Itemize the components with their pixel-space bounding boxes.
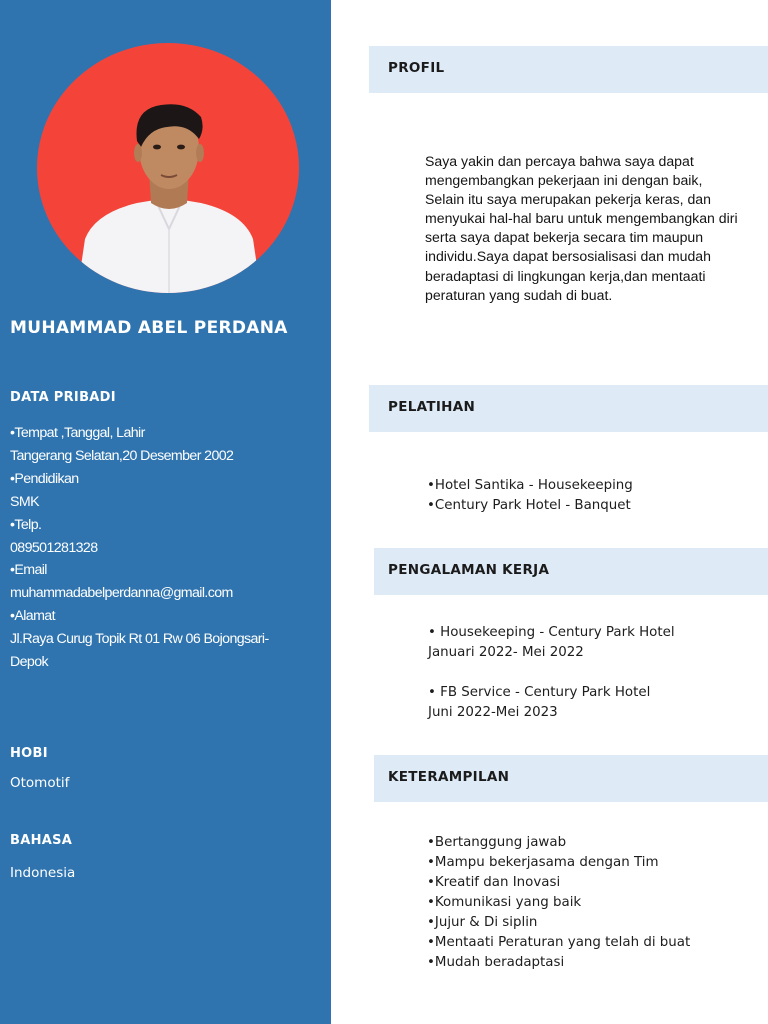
experience-period: Juni 2022-Mei 2023 xyxy=(428,705,558,720)
experience-entry xyxy=(428,623,675,663)
skills-section-header xyxy=(374,755,768,802)
profile-summary: Saya yakin dan percaya bahwa saya dapat mengembangkan pekerjaan ini dengan baik, Selain itu saya merupakan pekerja keras, dan menyukai hal-hal baru untuk mengembangkan diri serta saya dapat bekerja secara tim maupun individu.Saya dapat bersosialisasi dan mudah beradaptasi di lingkungan kerja,dan mentaati peraturan yang sudah di buat. xyxy=(425,153,738,303)
personal-data-list xyxy=(10,422,325,674)
personal-data-line: Jl.Raya Curug Topik Rt 01 Rw 06 Bojongsari- xyxy=(10,631,269,648)
email-address[interactable]: muhammadabelperdanna@gmail.com xyxy=(10,585,233,602)
experience-role: • FB Service - Century Park Hotel xyxy=(428,685,651,700)
hobby-heading: HOBI xyxy=(10,746,48,761)
training-list xyxy=(427,476,633,516)
personal-data-line: •Telp. xyxy=(10,516,42,533)
experience-list xyxy=(428,623,675,743)
personal-data-line: •Tempat ,Tanggal, Lahir xyxy=(10,425,145,441)
profile-section-header xyxy=(369,46,768,93)
list-item: •Jujur & Di siplin xyxy=(427,915,538,930)
personal-data-line: 089501281328 xyxy=(10,539,98,556)
personal-data-line: SMK xyxy=(10,493,39,510)
candidate-name: MUHAMMAD ABEL PERDANA xyxy=(10,318,288,338)
profile-photo xyxy=(37,43,299,293)
sidebar xyxy=(0,0,331,1024)
person-portrait-icon xyxy=(37,43,299,293)
experience-entry xyxy=(428,683,675,723)
list-item: •Mentaati Peraturan yang telah di buat xyxy=(427,935,691,950)
experience-section-header xyxy=(374,548,768,595)
profile-heading: PROFIL xyxy=(388,60,445,76)
experience-period: Januari 2022- Mei 2022 xyxy=(428,645,584,660)
experience-heading: PENGALAMAN KERJA xyxy=(388,562,550,578)
personal-data-line: Tangerang Selatan,20 Desember 2002 xyxy=(10,447,234,464)
training-heading: PELATIHAN xyxy=(388,399,476,415)
personal-data-line: •Email xyxy=(10,562,47,579)
list-item: •Century Park Hotel - Banquet xyxy=(427,498,631,513)
skills-list xyxy=(427,833,690,973)
personal-data-line: Depok xyxy=(10,654,49,671)
list-item: •Bertanggung jawab xyxy=(427,835,567,850)
personal-data-line: •Alamat xyxy=(10,608,55,625)
language-value: Indonesia xyxy=(10,865,76,881)
language-heading: BAHASA xyxy=(10,833,73,848)
skills-heading: KETERAMPILAN xyxy=(388,769,510,785)
list-item: •Hotel Santika - Housekeeping xyxy=(427,478,633,493)
list-item: •Kreatif dan Inovasi xyxy=(427,875,561,890)
list-item: •Mudah beradaptasi xyxy=(427,955,565,970)
list-item: •Mampu bekerjasama dengan Tim xyxy=(427,855,659,870)
personal-data-line: •Pendidikan xyxy=(10,470,79,487)
hobby-value: Otomotif xyxy=(10,775,70,791)
training-section-header xyxy=(369,385,768,432)
personal-data-heading: DATA PRIBADI xyxy=(10,390,116,405)
experience-role: • Housekeeping - Century Park Hotel xyxy=(428,625,675,640)
list-item: •Komunikasi yang baik xyxy=(427,895,582,910)
